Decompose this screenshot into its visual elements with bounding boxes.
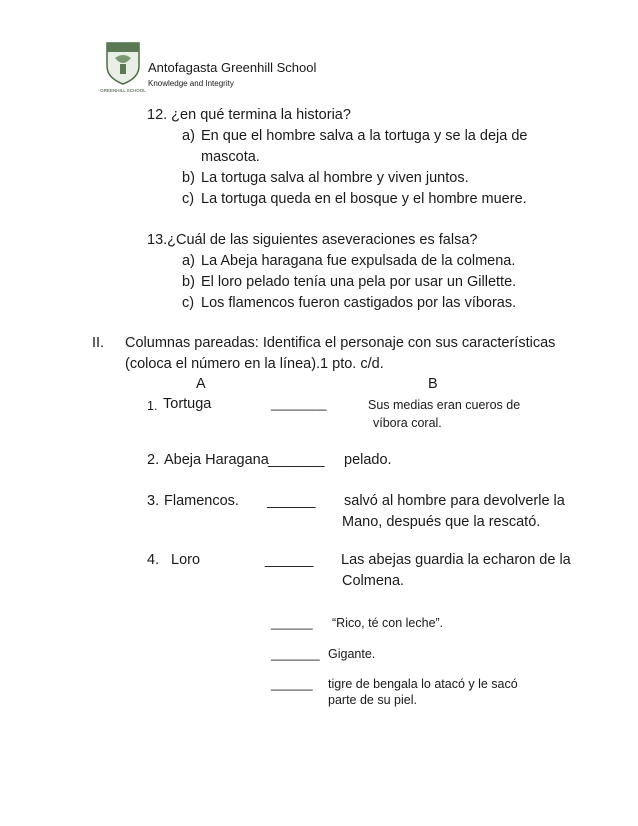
section-instructions-cont: (coloca el número en la línea).1 pto. c/d. <box>125 356 384 372</box>
q12-option-b-label: b) <box>182 170 195 186</box>
extra-2-description: Gigante. <box>328 647 376 661</box>
crest-icon <box>100 40 146 94</box>
q13-option-c-text: Los flamencos fueron castigados por las víboras. <box>201 295 517 311</box>
logo-text: GREENHILL SCHOOL <box>100 88 146 93</box>
row-3-description: salvó al hombre para devolverle la <box>344 493 565 509</box>
section-numeral: II. <box>92 335 105 351</box>
row-2-number: 2. <box>147 452 160 468</box>
extra-2-answer-blank[interactable]: _______ <box>271 647 320 661</box>
row-2-answer-blank[interactable]: _______ <box>268 452 325 468</box>
school-name: Antofagasta Greenhill School <box>148 60 317 75</box>
row-1-number: 1. <box>147 399 158 413</box>
extra-3-description-cont: parte de su piel. <box>328 693 417 707</box>
column-a-header: A <box>196 376 206 392</box>
row-3-character: Flamencos. <box>164 493 239 509</box>
q12-option-a-text: En que el hombre salva a la tortuga y se la deja de <box>201 128 528 144</box>
row-2-description: pelado. <box>344 452 392 468</box>
q13-option-c-label: c) <box>182 295 195 311</box>
row-4-number: 4. <box>147 552 160 568</box>
q12-option-c-label: c) <box>182 191 195 207</box>
row-3-answer-blank[interactable]: ______ <box>267 493 316 509</box>
q12-option-a-label: a) <box>182 128 195 144</box>
q12-option-b-text: La tortuga salva al hombre y viven juntos. <box>201 170 469 186</box>
row-4-character: Loro <box>171 552 201 568</box>
question-12: 12. ¿en qué termina la historia? <box>147 107 351 123</box>
row-3-number: 3. <box>147 493 160 509</box>
extra-3-answer-blank[interactable]: ______ <box>271 677 313 691</box>
question-13: 13.¿Cuál de las siguientes aseveraciones es falsa? <box>147 232 478 248</box>
q13-option-b-label: b) <box>182 274 195 290</box>
school-logo <box>100 40 146 94</box>
q12-option-c-text: La tortuga queda en el bosque y el hombre muere. <box>201 191 527 207</box>
q13-option-a-label: a) <box>182 253 195 269</box>
row-1-description: Sus medias eran cueros de <box>368 398 521 412</box>
extra-1-answer-blank[interactable]: ______ <box>271 616 313 630</box>
q13-option-a-text: La Abeja haragana fue expulsada de la colmena. <box>201 253 516 269</box>
row-4-description-cont: Colmena. <box>342 573 405 589</box>
extra-3-description: tigre de bengala lo atacó y le sacó <box>328 677 518 691</box>
extra-1-description: “Rico, té con leche”. <box>332 616 444 630</box>
row-1-description-cont: víbora coral. <box>373 416 442 430</box>
row-3-description-cont: Mano, después que la rescató. <box>342 514 541 530</box>
row-1-answer-blank[interactable]: ________ <box>271 397 327 411</box>
section-instructions: Columnas pareadas: Identifica el personaje con sus características <box>125 335 556 351</box>
school-motto: Knowledge and Integrity <box>148 79 234 88</box>
row-4-answer-blank[interactable]: ______ <box>265 552 314 568</box>
row-2-character: Abeja Haragana <box>164 452 269 468</box>
row-1-character: Tortuga <box>163 396 212 412</box>
row-4-description: Las abejas guardia la echaron de la <box>341 552 571 568</box>
q13-option-b-text: El loro pelado tenía una pela por usar un Gillette. <box>201 274 517 290</box>
q12-option-a-text-cont: mascota. <box>201 149 260 165</box>
column-b-header: B <box>428 376 438 392</box>
